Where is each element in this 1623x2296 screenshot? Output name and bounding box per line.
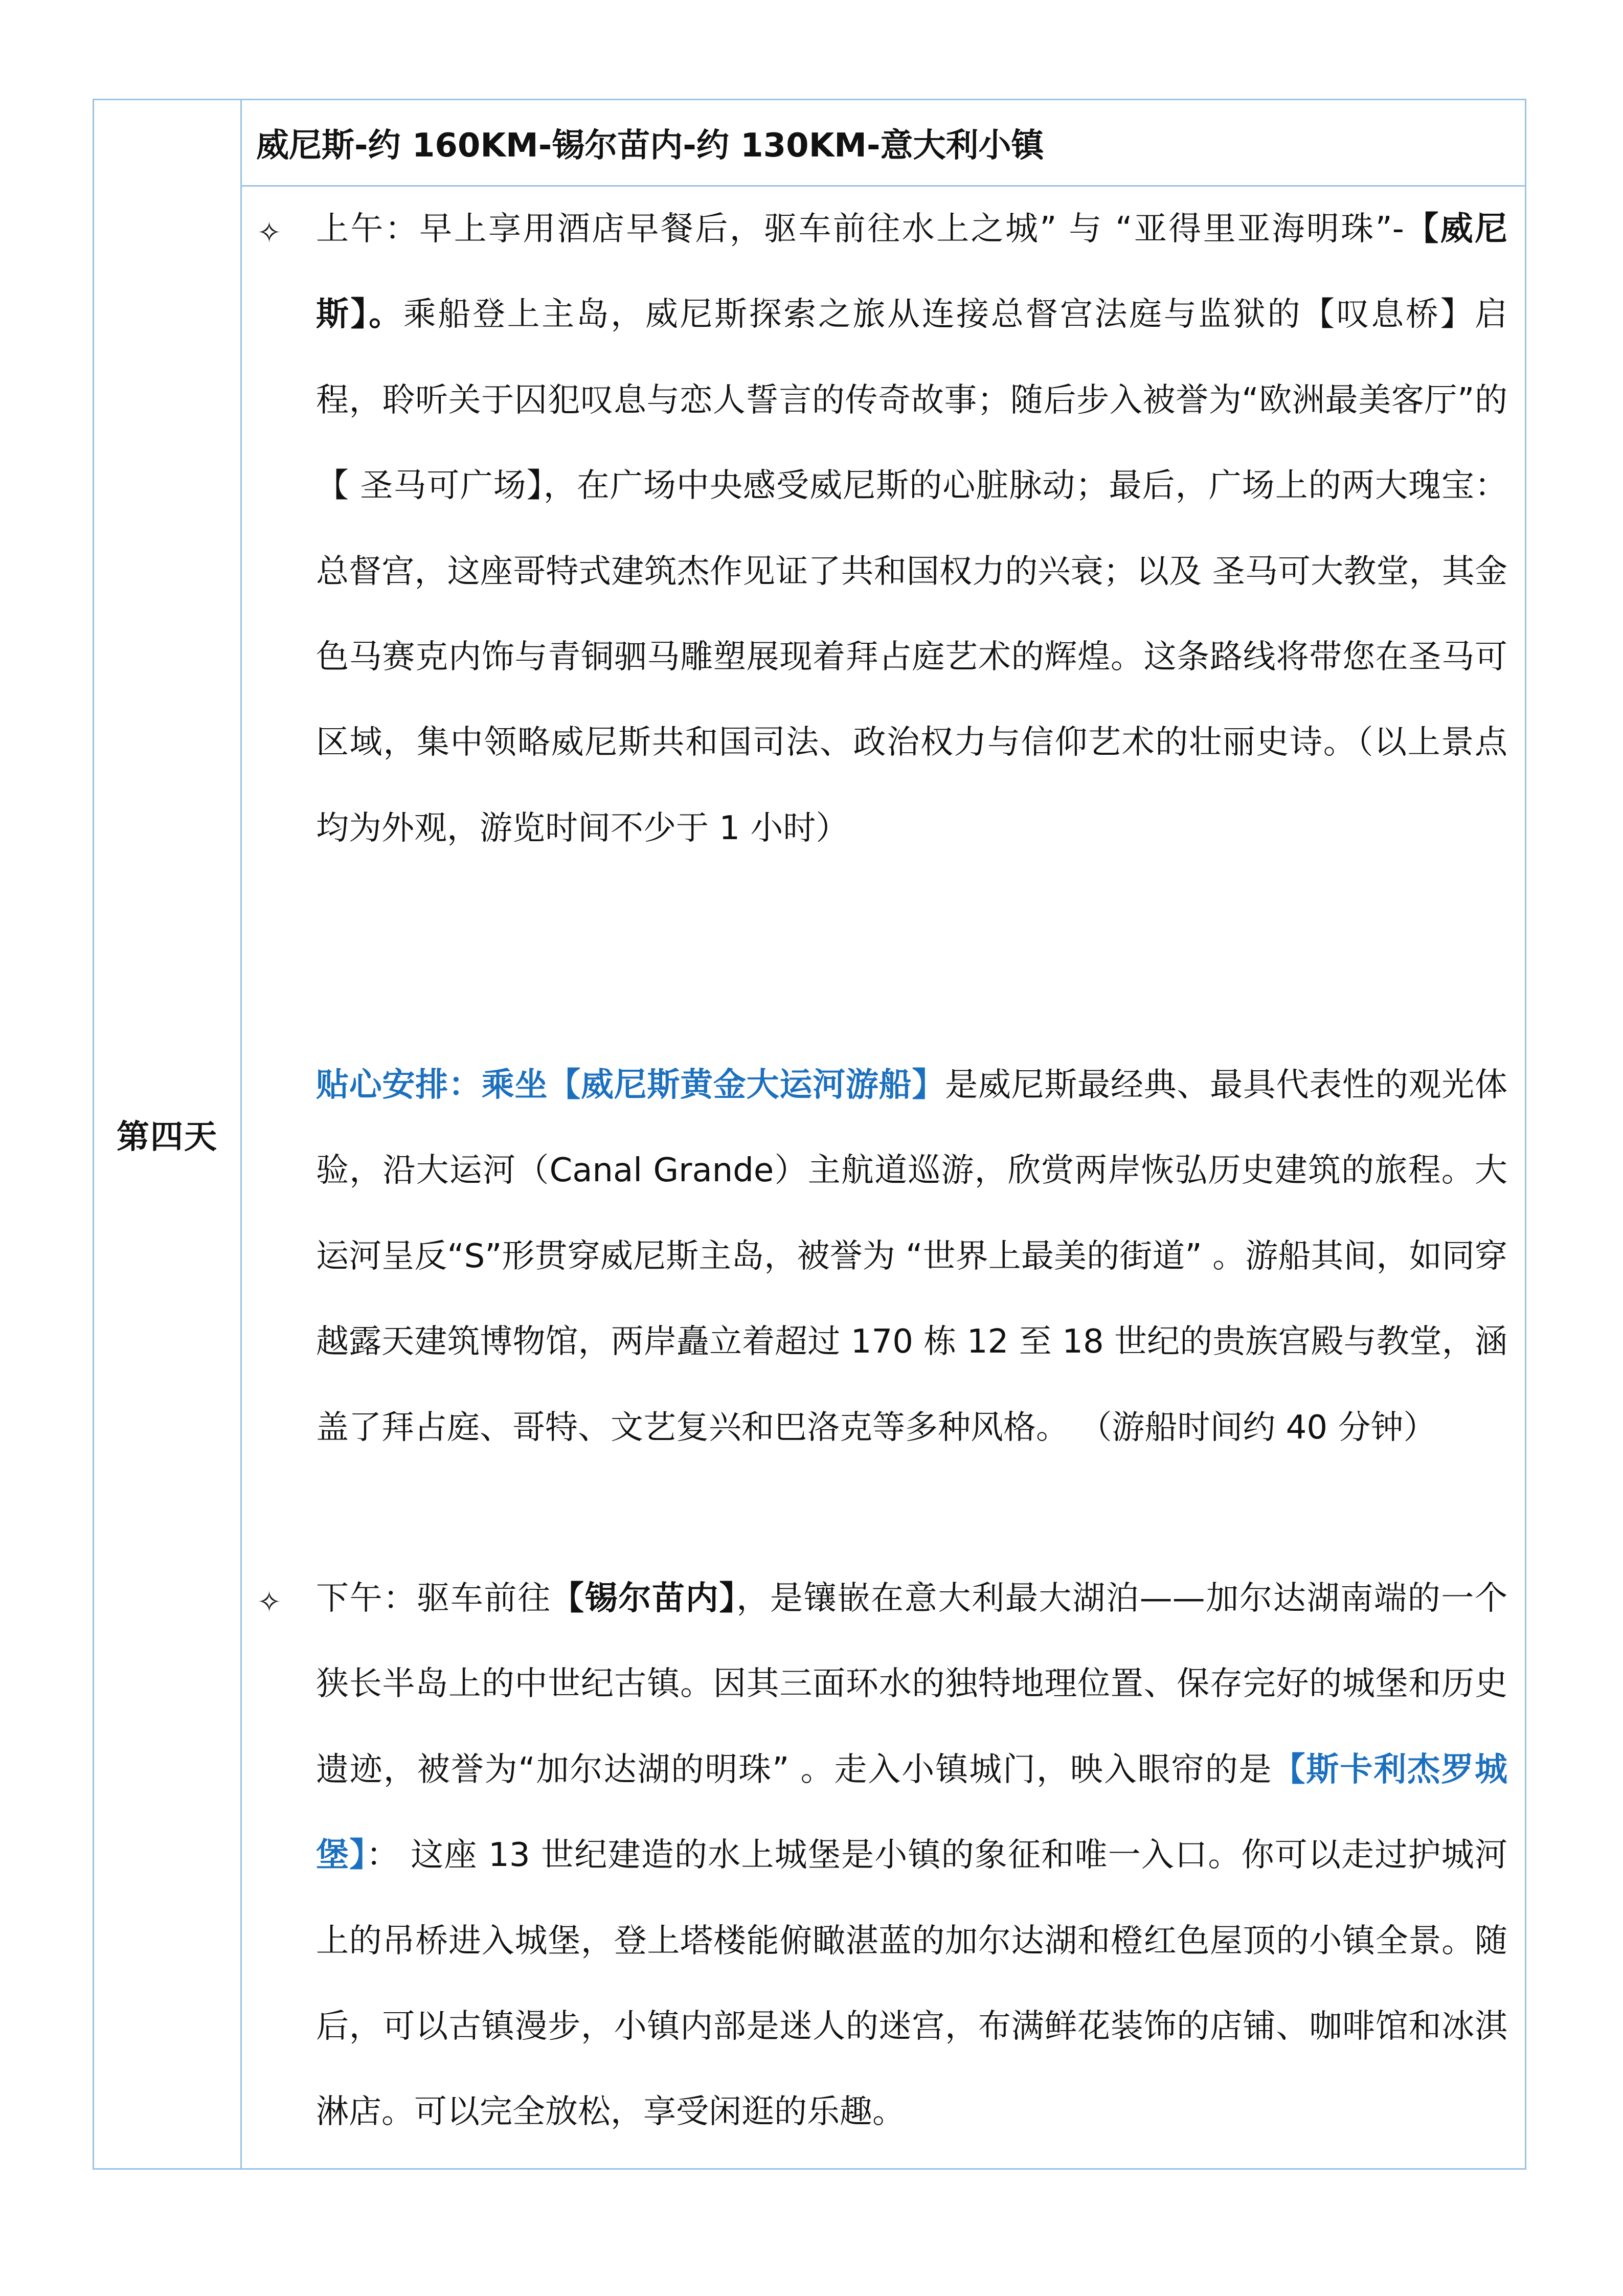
morning-intro-text: 上午：早上享用酒店早餐后，驱车前往水上之城” 与 “亚得里亚海明珠”- <box>316 210 1404 248</box>
itinerary-table <box>93 99 1526 2170</box>
day-label: 第四天 <box>117 1118 218 1156</box>
castle-highlight: 【斯卡利杰罗城堡】 <box>316 1750 1507 1875</box>
afternoon-body-text-2: ： 这座 13 世纪建造的水上城堡是小镇的象征和唯一入口。你可以走过护城河上的吊桥进入城堡，登上塔楼能俯瞰湛蓝的加尔达湖和橙红色屋顶的小镇全景。随后，可以古镇漫步，小镇内部是迷人的迷宫，布满鲜花装饰的店铺、咖啡馆和冰淇淋店。可以完全放松，享受闲逛的乐趣。 <box>316 1836 1507 2131</box>
day-cell <box>94 100 242 2168</box>
content-cell <box>242 187 1525 2168</box>
route-cell <box>242 100 1525 187</box>
special-highlight: 贴心安排：乘坐【威尼斯黄金大运河游船】 <box>316 1066 945 1104</box>
special-paragraph <box>316 1043 1507 1471</box>
sirmione-highlight: 【锡尔苗内】 <box>551 1580 737 1617</box>
special-body-text: 是威尼斯最经典、最具代表性的观光体验，沿大运河（Canal Grande）主航道巡游，欣赏两岸恢弘历史建筑的旅程。大运河呈反“S”形贯穿威尼斯主岛，被誉为 “世界上最美的街道” 。游船其间，如同穿越露天建筑博物馆，两岸矗立着超过 170 栋 12 至 18 世纪的贵族宫殿与教堂，涵盖了拜占庭、哥特、文艺复兴和巴洛克等多种风格。 （游船时间约 40 分钟） <box>316 1066 1508 1447</box>
afternoon-paragraph <box>316 1556 1507 2155</box>
route-title: 威尼斯-约 160KM-锡尔苗内-约 130KM-意大利小镇 <box>256 127 1044 165</box>
afternoon-intro-text: 下午：驱车前往 <box>316 1580 551 1617</box>
diamond-bullet-icon: ✧ <box>257 1586 281 1619</box>
morning-body-text: 乘船登上主岛，威尼斯探索之旅从连接总督宫法庭与监狱的【叹息桥】启程，聆听关于囚犯叹息与恋人誓言的传奇故事；随后步入被誉为“欧洲最美客厅”的【 圣马可广场】，在广场中央感受威尼斯的心脏脉动；最后，广场上的两大瑰宝：总督宫，这座哥特式建筑杰作见证了共和国权力的兴衰；以及 圣马可大教堂，其金色马赛克内饰与青铜驷马雕塑展现着拜占庭艺术的辉煌。这条路线将带您在圣马可区域，集中领略威尼斯共和国司法、政治权力与信仰艺术的壮丽史诗。（以上景点均为外观，游览时间不少于 1 小时） <box>316 296 1507 847</box>
morning-paragraph <box>316 187 1507 871</box>
venice-highlight: 【威尼斯】。 <box>316 210 1508 334</box>
diamond-bullet-icon: ✧ <box>257 216 281 250</box>
afternoon-body-text-1: ，是镶嵌在意大利最大湖泊——加尔达湖南端的一个狭长半岛上的中世纪古镇。因其三面环水的独特地理位置、保存完好的城堡和历史遗迹，被誉为“加尔达湖的明珠” 。走入小镇城门，映入眼帘的是 <box>316 1580 1508 1789</box>
